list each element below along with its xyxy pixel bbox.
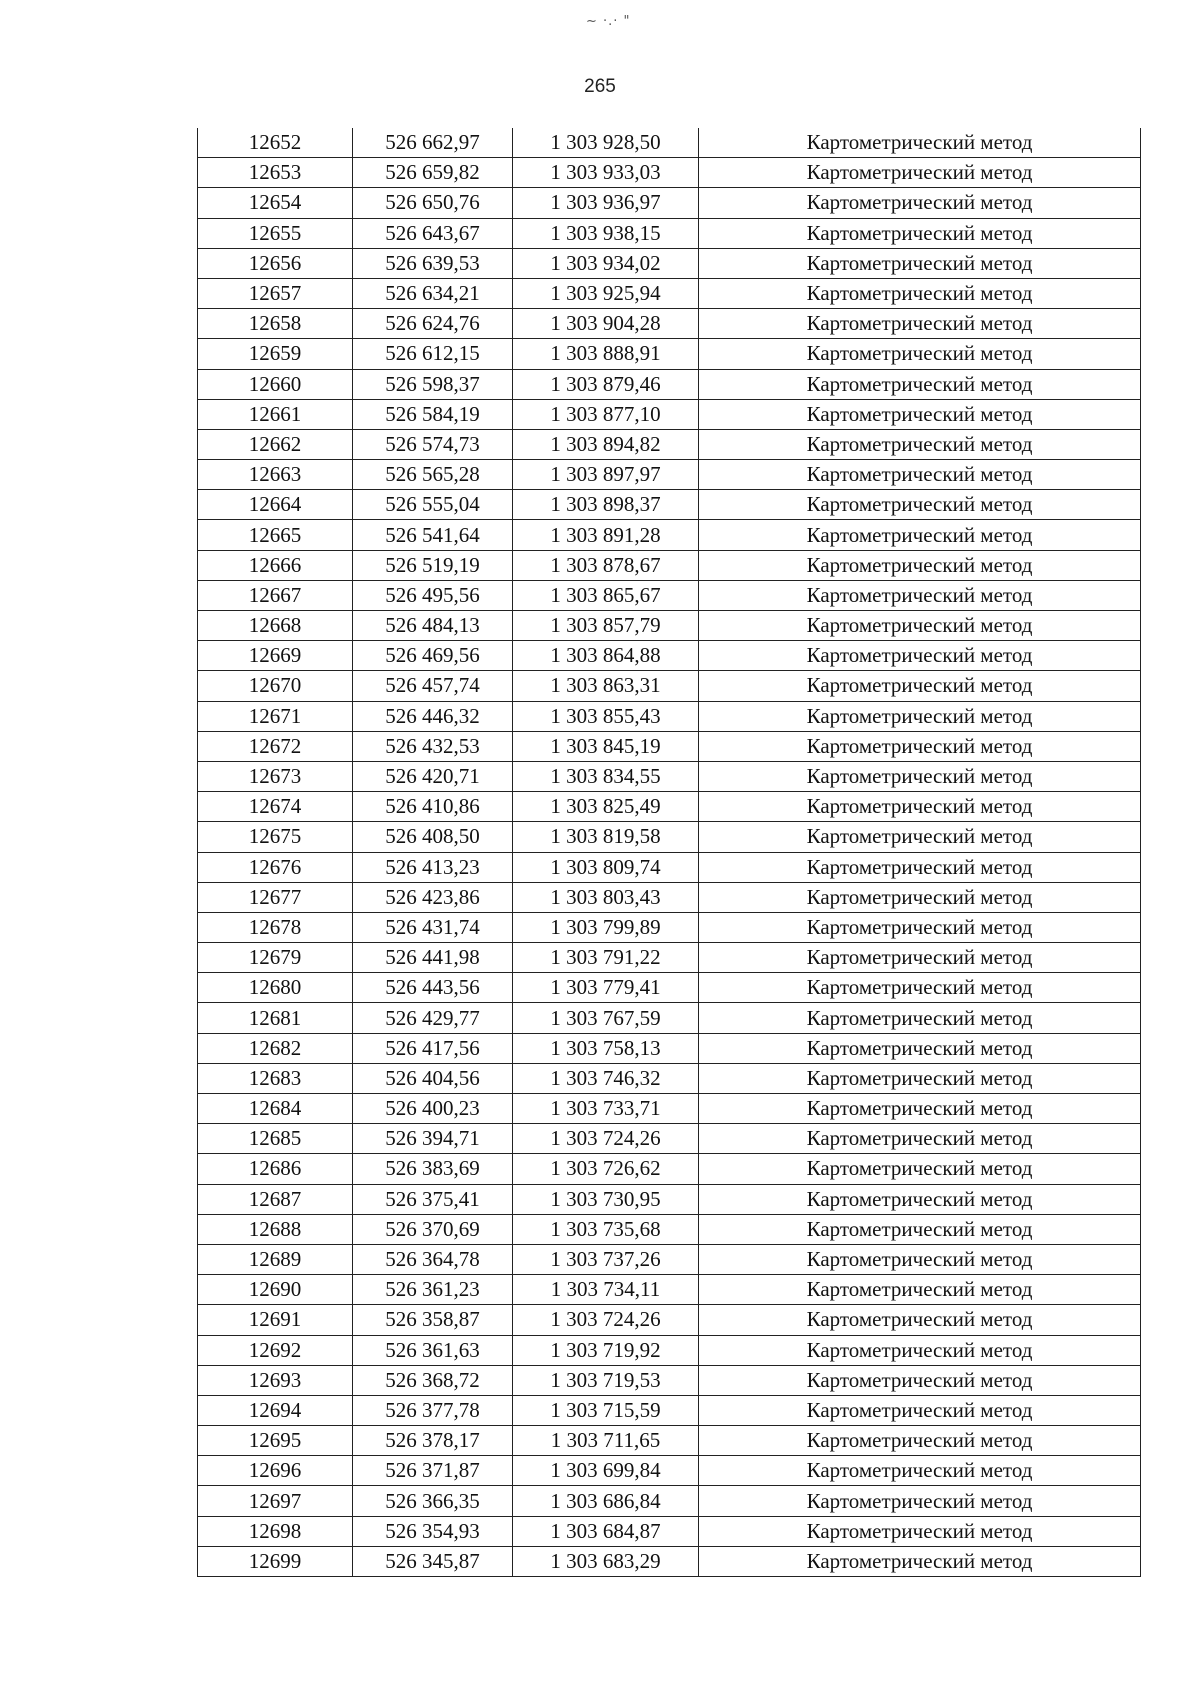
y-coordinate-cell: 1 303 719,92: [513, 1335, 699, 1365]
table-row: [198, 490, 1141, 520]
y-coordinate-cell: 1 303 894,82: [513, 429, 699, 459]
point-number-cell: 12685: [198, 1124, 353, 1154]
x-coordinate-cell: 526 420,71: [353, 761, 513, 791]
y-coordinate-cell: 1 303 791,22: [513, 943, 699, 973]
y-coordinate-cell: 1 303 733,71: [513, 1094, 699, 1124]
point-number-cell: 12674: [198, 792, 353, 822]
y-coordinate-cell: 1 303 865,67: [513, 580, 699, 610]
y-coordinate-cell: 1 303 845,19: [513, 731, 699, 761]
table-row: [198, 248, 1141, 278]
x-coordinate-cell: 526 361,63: [353, 1335, 513, 1365]
point-number-cell: 12689: [198, 1244, 353, 1274]
point-number-cell: 12679: [198, 943, 353, 973]
x-coordinate-cell: 526 650,76: [353, 188, 513, 218]
table-row: [198, 1214, 1141, 1244]
method-cell: Картометрический метод: [699, 1063, 1141, 1093]
table-row: [198, 1094, 1141, 1124]
table-row: [198, 460, 1141, 490]
point-number-cell: 12662: [198, 429, 353, 459]
method-cell: Картометрический метод: [699, 1486, 1141, 1516]
y-coordinate-cell: 1 303 904,28: [513, 309, 699, 339]
method-cell: Картометрический метод: [699, 158, 1141, 188]
y-coordinate-cell: 1 303 855,43: [513, 701, 699, 731]
table-row: [198, 1426, 1141, 1456]
x-coordinate-cell: 526 366,35: [353, 1486, 513, 1516]
table-row: [198, 339, 1141, 369]
table-row: [198, 822, 1141, 852]
point-number-cell: 12653: [198, 158, 353, 188]
y-coordinate-cell: 1 303 936,97: [513, 188, 699, 218]
table-row: [198, 1184, 1141, 1214]
table-row: [198, 1275, 1141, 1305]
point-number-cell: 12696: [198, 1456, 353, 1486]
x-coordinate-cell: 526 634,21: [353, 278, 513, 308]
method-cell: Картометрический метод: [699, 460, 1141, 490]
y-coordinate-cell: 1 303 888,91: [513, 339, 699, 369]
method-cell: Картометрический метод: [699, 128, 1141, 158]
method-cell: Картометрический метод: [699, 429, 1141, 459]
method-cell: Картометрический метод: [699, 369, 1141, 399]
y-coordinate-cell: 1 303 834,55: [513, 761, 699, 791]
table-row: [198, 1003, 1141, 1033]
y-coordinate-cell: 1 303 730,95: [513, 1184, 699, 1214]
table-row: [198, 852, 1141, 882]
point-number-cell: 12683: [198, 1063, 353, 1093]
x-coordinate-cell: 526 574,73: [353, 429, 513, 459]
x-coordinate-cell: 526 598,37: [353, 369, 513, 399]
y-coordinate-cell: 1 303 734,11: [513, 1275, 699, 1305]
point-number-cell: 12666: [198, 550, 353, 580]
table-row: [198, 520, 1141, 550]
point-number-cell: 12693: [198, 1365, 353, 1395]
x-coordinate-cell: 526 431,74: [353, 912, 513, 942]
table-row: [198, 369, 1141, 399]
table-row: [198, 912, 1141, 942]
y-coordinate-cell: 1 303 878,67: [513, 550, 699, 580]
x-coordinate-cell: 526 484,13: [353, 611, 513, 641]
x-coordinate-cell: 526 612,15: [353, 339, 513, 369]
method-cell: Картометрический метод: [699, 611, 1141, 641]
x-coordinate-cell: 526 643,67: [353, 218, 513, 248]
x-coordinate-cell: 526 383,69: [353, 1154, 513, 1184]
method-cell: Картометрический метод: [699, 1546, 1141, 1576]
x-coordinate-cell: 526 345,87: [353, 1546, 513, 1576]
x-coordinate-cell: 526 371,87: [353, 1456, 513, 1486]
method-cell: Картометрический метод: [699, 822, 1141, 852]
method-cell: Картометрический метод: [699, 550, 1141, 580]
x-coordinate-cell: 526 584,19: [353, 399, 513, 429]
point-number-cell: 12661: [198, 399, 353, 429]
table-row: [198, 1063, 1141, 1093]
table-row: [198, 1244, 1141, 1274]
table-row: [198, 550, 1141, 580]
method-cell: Картометрический метод: [699, 218, 1141, 248]
table-row: [198, 580, 1141, 610]
method-cell: Картометрический метод: [699, 1124, 1141, 1154]
method-cell: Картометрический метод: [699, 731, 1141, 761]
x-coordinate-cell: 526 624,76: [353, 309, 513, 339]
table-row: [198, 128, 1141, 158]
method-cell: Картометрический метод: [699, 701, 1141, 731]
table-row: [198, 1305, 1141, 1335]
point-number-cell: 12687: [198, 1184, 353, 1214]
point-number-cell: 12678: [198, 912, 353, 942]
method-cell: Картометрический метод: [699, 1335, 1141, 1365]
method-cell: Картометрический метод: [699, 1305, 1141, 1335]
x-coordinate-cell: 526 441,98: [353, 943, 513, 973]
method-cell: Картометрический метод: [699, 1214, 1141, 1244]
x-coordinate-cell: 526 354,93: [353, 1516, 513, 1546]
table-row: [198, 973, 1141, 1003]
y-coordinate-cell: 1 303 758,13: [513, 1033, 699, 1063]
point-number-cell: 12676: [198, 852, 353, 882]
y-coordinate-cell: 1 303 735,68: [513, 1214, 699, 1244]
table-row: [198, 309, 1141, 339]
table-row: [198, 1456, 1141, 1486]
x-coordinate-cell: 526 429,77: [353, 1003, 513, 1033]
method-cell: Картометрический метод: [699, 1395, 1141, 1425]
method-cell: Картометрический метод: [699, 973, 1141, 1003]
coordinates-table-body: [198, 128, 1141, 1577]
point-number-cell: 12688: [198, 1214, 353, 1244]
x-coordinate-cell: 526 423,86: [353, 882, 513, 912]
method-cell: Картометрический метод: [699, 399, 1141, 429]
method-cell: Картометрический метод: [699, 339, 1141, 369]
table-row: [198, 731, 1141, 761]
point-number-cell: 12690: [198, 1275, 353, 1305]
point-number-cell: 12682: [198, 1033, 353, 1063]
coordinates-table: [197, 128, 1141, 1577]
y-coordinate-cell: 1 303 683,29: [513, 1546, 699, 1576]
table-row: [198, 278, 1141, 308]
table-row: [198, 1154, 1141, 1184]
point-number-cell: 12668: [198, 611, 353, 641]
point-number-cell: 12684: [198, 1094, 353, 1124]
x-coordinate-cell: 526 541,64: [353, 520, 513, 550]
x-coordinate-cell: 526 408,50: [353, 822, 513, 852]
x-coordinate-cell: 526 662,97: [353, 128, 513, 158]
method-cell: Картометрический метод: [699, 1456, 1141, 1486]
method-cell: Картометрический метод: [699, 520, 1141, 550]
table-row: [198, 1395, 1141, 1425]
point-number-cell: 12675: [198, 822, 353, 852]
y-coordinate-cell: 1 303 863,31: [513, 671, 699, 701]
table-row: [198, 882, 1141, 912]
method-cell: Картометрический метод: [699, 1094, 1141, 1124]
method-cell: Картометрический метод: [699, 580, 1141, 610]
point-number-cell: 12665: [198, 520, 353, 550]
point-number-cell: 12664: [198, 490, 353, 520]
x-coordinate-cell: 526 364,78: [353, 1244, 513, 1274]
table-row: [198, 671, 1141, 701]
y-coordinate-cell: 1 303 715,59: [513, 1395, 699, 1425]
y-coordinate-cell: 1 303 897,97: [513, 460, 699, 490]
point-number-cell: 12660: [198, 369, 353, 399]
y-coordinate-cell: 1 303 938,15: [513, 218, 699, 248]
method-cell: Картометрический метод: [699, 1244, 1141, 1274]
x-coordinate-cell: 526 375,41: [353, 1184, 513, 1214]
y-coordinate-cell: 1 303 934,02: [513, 248, 699, 278]
method-cell: Картометрический метод: [699, 1184, 1141, 1214]
table-row: [198, 1335, 1141, 1365]
method-cell: Картометрический метод: [699, 1426, 1141, 1456]
y-coordinate-cell: 1 303 737,26: [513, 1244, 699, 1274]
table-row: [198, 188, 1141, 218]
table-row: [198, 1546, 1141, 1576]
point-number-cell: 12654: [198, 188, 353, 218]
point-number-cell: 12691: [198, 1305, 353, 1335]
x-coordinate-cell: 526 495,56: [353, 580, 513, 610]
y-coordinate-cell: 1 303 779,41: [513, 973, 699, 1003]
y-coordinate-cell: 1 303 864,88: [513, 641, 699, 671]
x-coordinate-cell: 526 446,32: [353, 701, 513, 731]
table-row: [198, 158, 1141, 188]
point-number-cell: 12655: [198, 218, 353, 248]
y-coordinate-cell: 1 303 925,94: [513, 278, 699, 308]
table-row: [198, 1516, 1141, 1546]
x-coordinate-cell: 526 404,56: [353, 1063, 513, 1093]
y-coordinate-cell: 1 303 684,87: [513, 1516, 699, 1546]
method-cell: Картометрический метод: [699, 852, 1141, 882]
y-coordinate-cell: 1 303 857,79: [513, 611, 699, 641]
y-coordinate-cell: 1 303 825,49: [513, 792, 699, 822]
method-cell: Картометрический метод: [699, 490, 1141, 520]
point-number-cell: 12673: [198, 761, 353, 791]
method-cell: Картометрический метод: [699, 1154, 1141, 1184]
y-coordinate-cell: 1 303 898,37: [513, 490, 699, 520]
y-coordinate-cell: 1 303 809,74: [513, 852, 699, 882]
method-cell: Картометрический метод: [699, 761, 1141, 791]
x-coordinate-cell: 526 417,56: [353, 1033, 513, 1063]
point-number-cell: 12657: [198, 278, 353, 308]
y-coordinate-cell: 1 303 767,59: [513, 1003, 699, 1033]
table-row: [198, 1486, 1141, 1516]
point-number-cell: 12672: [198, 731, 353, 761]
point-number-cell: 12694: [198, 1395, 353, 1425]
method-cell: Картометрический метод: [699, 1033, 1141, 1063]
x-coordinate-cell: 526 469,56: [353, 641, 513, 671]
x-coordinate-cell: 526 432,53: [353, 731, 513, 761]
point-number-cell: 12698: [198, 1516, 353, 1546]
method-cell: Картометрический метод: [699, 671, 1141, 701]
point-number-cell: 12671: [198, 701, 353, 731]
point-number-cell: 12681: [198, 1003, 353, 1033]
y-coordinate-cell: 1 303 891,28: [513, 520, 699, 550]
x-coordinate-cell: 526 443,56: [353, 973, 513, 1003]
table-row: [198, 641, 1141, 671]
x-coordinate-cell: 526 659,82: [353, 158, 513, 188]
scan-artifact-mark: ~ ·.· ": [586, 14, 631, 29]
page-number: 265: [584, 76, 616, 97]
table-row: [198, 1033, 1141, 1063]
y-coordinate-cell: 1 303 933,03: [513, 158, 699, 188]
point-number-cell: 12677: [198, 882, 353, 912]
method-cell: Картометрический метод: [699, 278, 1141, 308]
y-coordinate-cell: 1 303 928,50: [513, 128, 699, 158]
point-number-cell: 12656: [198, 248, 353, 278]
method-cell: Картометрический метод: [699, 792, 1141, 822]
y-coordinate-cell: 1 303 719,53: [513, 1365, 699, 1395]
y-coordinate-cell: 1 303 879,46: [513, 369, 699, 399]
point-number-cell: 12692: [198, 1335, 353, 1365]
point-number-cell: 12699: [198, 1546, 353, 1576]
point-number-cell: 12663: [198, 460, 353, 490]
point-number-cell: 12652: [198, 128, 353, 158]
table-row: [198, 761, 1141, 791]
y-coordinate-cell: 1 303 799,89: [513, 912, 699, 942]
x-coordinate-cell: 526 368,72: [353, 1365, 513, 1395]
x-coordinate-cell: 526 400,23: [353, 1094, 513, 1124]
table-row: [198, 701, 1141, 731]
y-coordinate-cell: 1 303 724,26: [513, 1124, 699, 1154]
method-cell: Картометрический метод: [699, 248, 1141, 278]
point-number-cell: 12670: [198, 671, 353, 701]
y-coordinate-cell: 1 303 819,58: [513, 822, 699, 852]
x-coordinate-cell: 526 457,74: [353, 671, 513, 701]
point-number-cell: 12669: [198, 641, 353, 671]
y-coordinate-cell: 1 303 711,65: [513, 1426, 699, 1456]
table-row: [198, 792, 1141, 822]
y-coordinate-cell: 1 303 803,43: [513, 882, 699, 912]
x-coordinate-cell: 526 394,71: [353, 1124, 513, 1154]
point-number-cell: 12680: [198, 973, 353, 1003]
x-coordinate-cell: 526 358,87: [353, 1305, 513, 1335]
table-row: [198, 943, 1141, 973]
y-coordinate-cell: 1 303 699,84: [513, 1456, 699, 1486]
x-coordinate-cell: 526 519,19: [353, 550, 513, 580]
method-cell: Картометрический метод: [699, 1516, 1141, 1546]
x-coordinate-cell: 526 378,17: [353, 1426, 513, 1456]
x-coordinate-cell: 526 565,28: [353, 460, 513, 490]
y-coordinate-cell: 1 303 746,32: [513, 1063, 699, 1093]
table-row: [198, 399, 1141, 429]
method-cell: Картометрический метод: [699, 943, 1141, 973]
method-cell: Картометрический метод: [699, 1365, 1141, 1395]
table-row: [198, 429, 1141, 459]
x-coordinate-cell: 526 639,53: [353, 248, 513, 278]
method-cell: Картометрический метод: [699, 882, 1141, 912]
y-coordinate-cell: 1 303 724,26: [513, 1305, 699, 1335]
x-coordinate-cell: 526 555,04: [353, 490, 513, 520]
method-cell: Картометрический метод: [699, 641, 1141, 671]
method-cell: Картометрический метод: [699, 1003, 1141, 1033]
point-number-cell: 12686: [198, 1154, 353, 1184]
y-coordinate-cell: 1 303 686,84: [513, 1486, 699, 1516]
x-coordinate-cell: 526 377,78: [353, 1395, 513, 1425]
point-number-cell: 12659: [198, 339, 353, 369]
x-coordinate-cell: 526 413,23: [353, 852, 513, 882]
table-row: [198, 1124, 1141, 1154]
table-row: [198, 611, 1141, 641]
table-row: [198, 218, 1141, 248]
x-coordinate-cell: 526 361,23: [353, 1275, 513, 1305]
point-number-cell: 12695: [198, 1426, 353, 1456]
point-number-cell: 12667: [198, 580, 353, 610]
x-coordinate-cell: 526 370,69: [353, 1214, 513, 1244]
table-row: [198, 1365, 1141, 1395]
point-number-cell: 12697: [198, 1486, 353, 1516]
y-coordinate-cell: 1 303 726,62: [513, 1154, 699, 1184]
method-cell: Картометрический метод: [699, 188, 1141, 218]
method-cell: Картометрический метод: [699, 309, 1141, 339]
method-cell: Картометрический метод: [699, 912, 1141, 942]
method-cell: Картометрический метод: [699, 1275, 1141, 1305]
x-coordinate-cell: 526 410,86: [353, 792, 513, 822]
point-number-cell: 12658: [198, 309, 353, 339]
y-coordinate-cell: 1 303 877,10: [513, 399, 699, 429]
